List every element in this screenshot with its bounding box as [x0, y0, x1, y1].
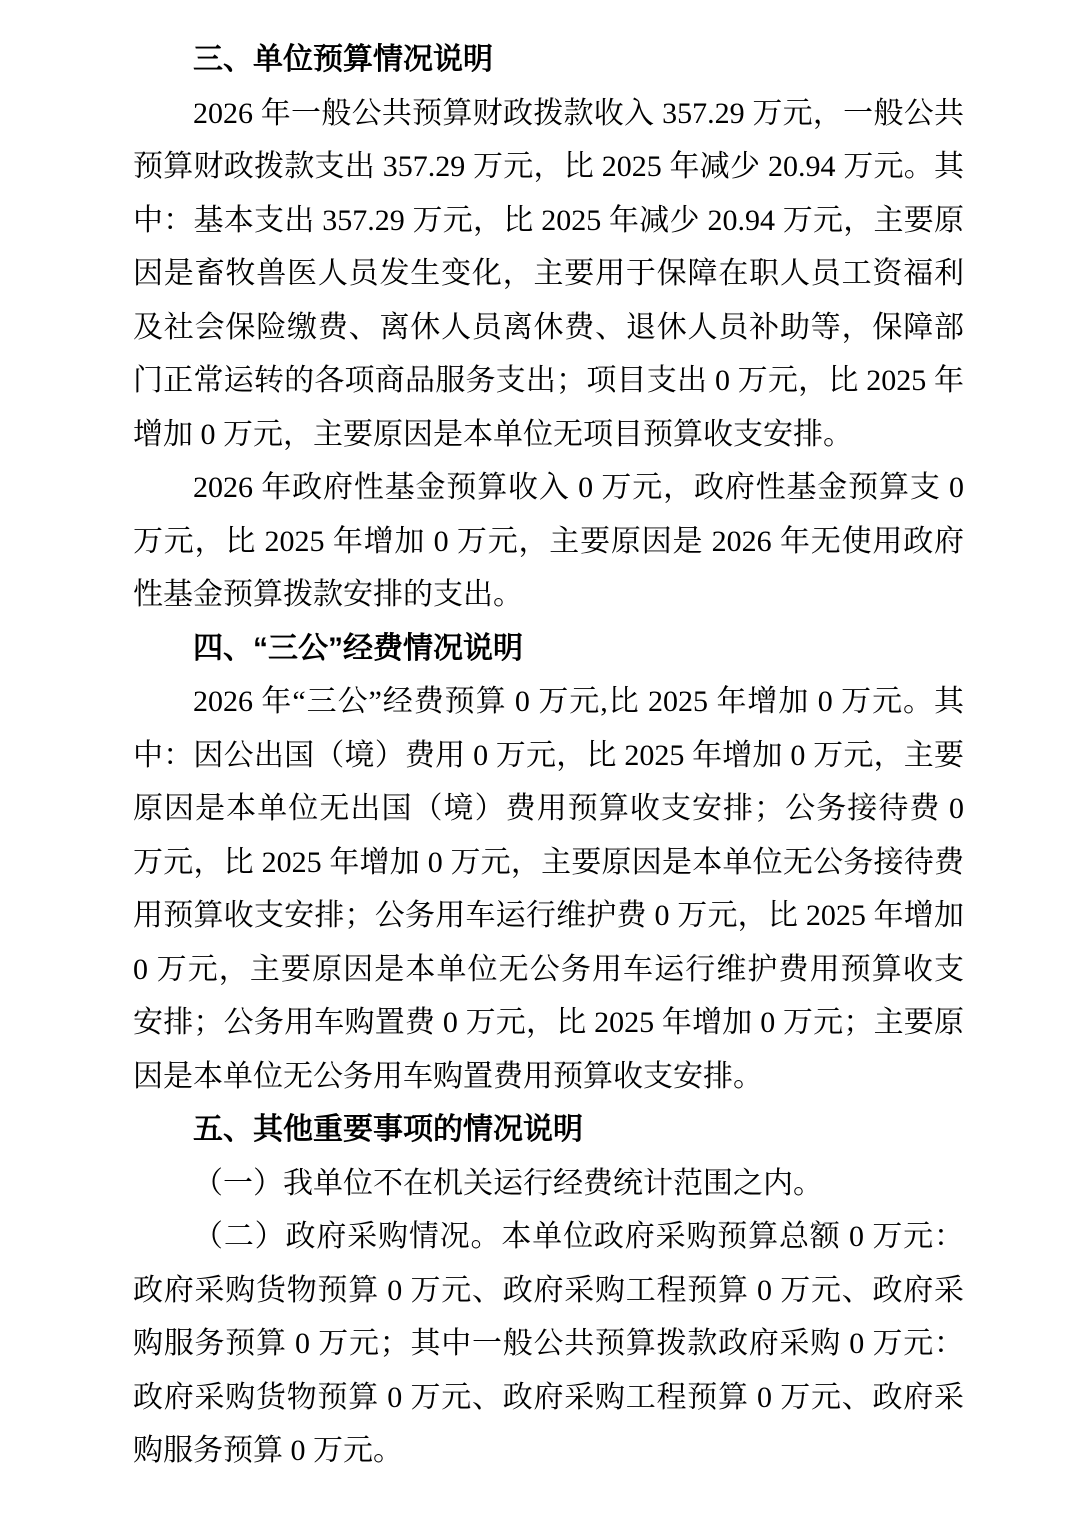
section-heading-unit-budget: 三、单位预算情况说明 [193, 43, 493, 76]
paragraph-three-public-expenses: 2026 年“三公”经费预算 0 万元,比 2025 年增加 0 万元。其中：因公出国（境）费用 0 万元，比 2025 年增加 0 万元，主要原因是本单位无出国（境）费用预算收支安排；公务接待费 0 万元，比 2025 年增加 0 万元，主要原因是本单位无公务接待费用预算收支安排；公务用车运行维护费 0 万元，比 2025 年增加 0 万元，主要原因是本单位无公务用车运行维护费用预算收支安排；公务用车购置费 0 万元，比 2025 年增加 0 万元；主要原因是本单位无公务用车购置费用预算收支安排。 [133, 685, 964, 1093]
paragraph-government-procurement: （二）政府采购情况。本单位政府采购预算总额 0 万元：政府采购货物预算 0 万元、政府采购工程预算 0 万元、政府采购服务预算 0 万元；其中一般公共预算拨款政府采购 0 万元：政府采购货物预算 0 万元、政府采购工程预算 0 万元、政府采购服务预算 0 万元。 [133, 1220, 964, 1467]
section-unit-budget [133, 33, 964, 622]
paragraph-operating-expense-scope: （一）我单位不在机关运行经费统计范围之内。 [193, 1166, 823, 1200]
section-heading-other-important-matters: 五、其他重要事项的情况说明 [193, 1113, 583, 1146]
section-heading-three-public-expenses: 四、“三公”经费情况说明 [193, 631, 523, 665]
paragraph-general-public-budget: 2026 年一般公共预算财政拨款收入 357.29 万元，一般公共预算财政拨款支出 357.29 万元，比 2025 年减少 20.94 万元。其中：基本支出 357.29 万元，比 2025 年减少 20.94 万元，主要原因是畜牧兽医人员发生变化，主要用于保障在职人员工资福利及社会保险缴费、离休人员离休费、退休人员补助等，保障部门正常运转的各项商品服务支出；项目支出 0 万元，比 2025 年增加 0 万元，主要原因是本单位无项目预算收支安排。 [133, 96, 964, 451]
section-three-public-expenses [133, 622, 964, 1104]
paragraph-government-fund-budget: 2026 年政府性基金预算收入 0 万元，政府性基金预算支 0 万元，比 2025 年增加 0 万元，主要原因是 2026 年无使用政府性基金预算拨款安排的支出。 [133, 471, 964, 611]
section-other-important-matters [133, 1103, 964, 1478]
